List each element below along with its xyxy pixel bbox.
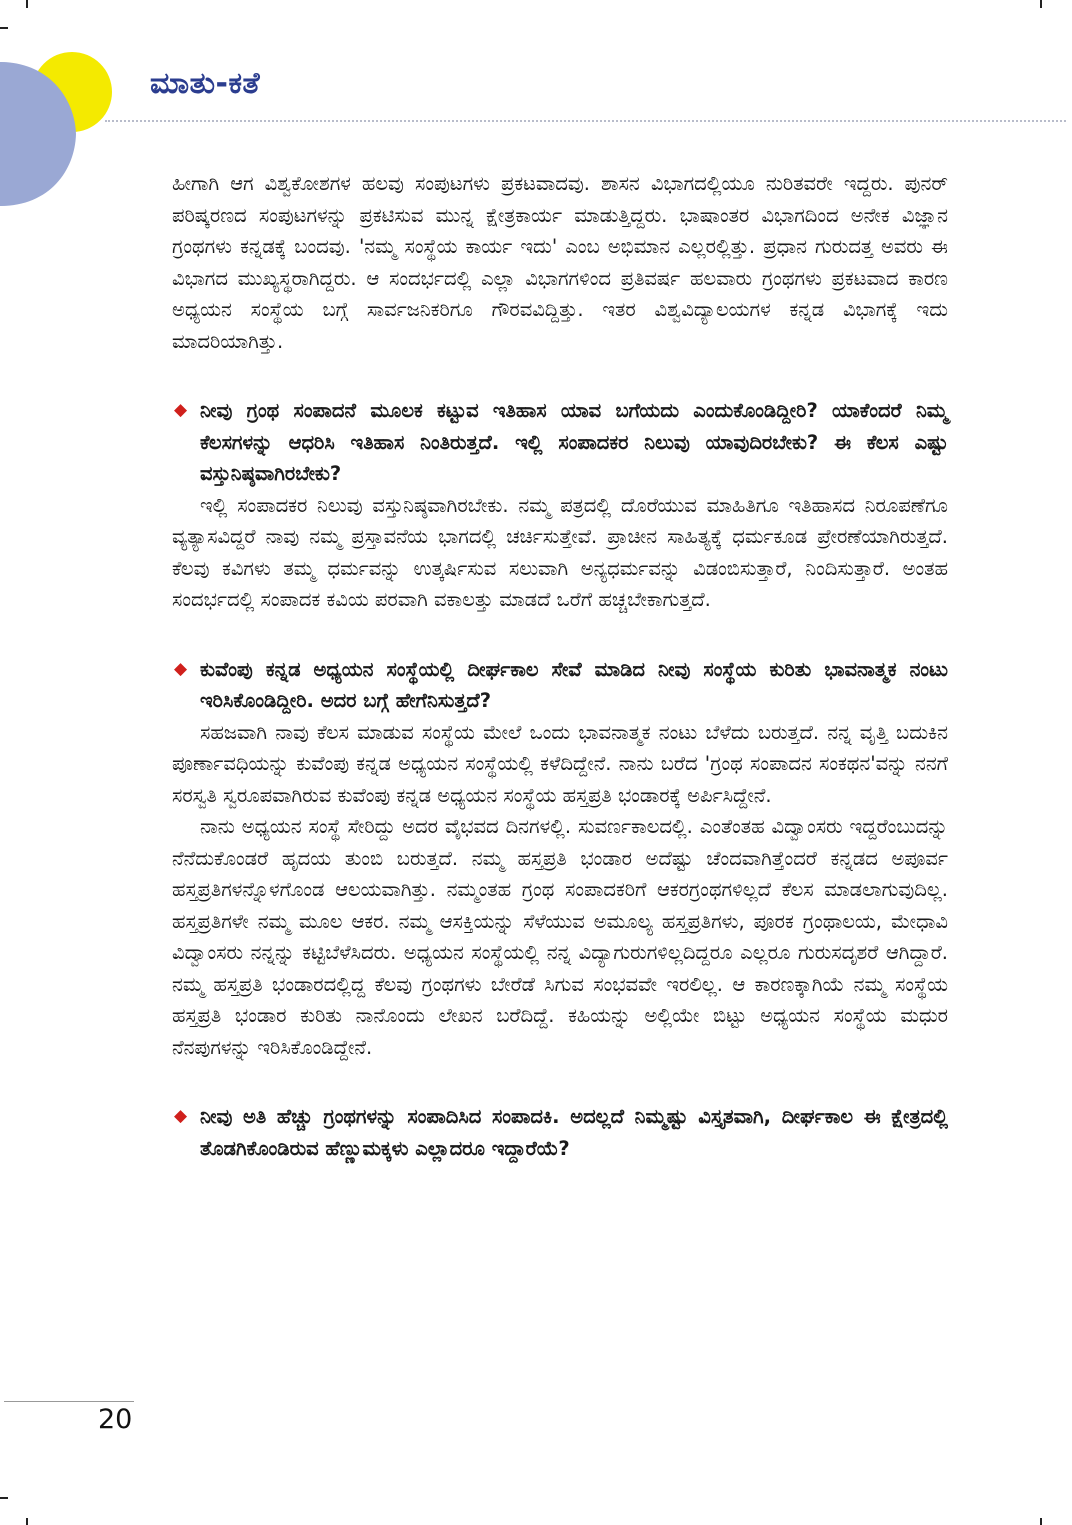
answer-2-paragraph-1: ಸಹಜವಾಗಿ ನಾವು ಕೆಲಸ ಮಾಡುವ ಸಂಸ್ಥೆಯ ಮೇಲೆ ಒಂದು ಭಾವನಾತ್ಮಕ ನಂಟು ಬೆಳೆದು ಬರುತ್ತದೆ. ನನ್ನ ವೃತ್ತಿ ಬದುಕಿನ ಪೂರ್ಣಾವಧಿಯನ್ನು ಕುವೆಂಪು ಕನ್ನಡ ಅಧ್ಯಯನ ಸಂಸ್ಥೆಯಲ್ಲಿ ಕಳೆದಿದ್ದೇನೆ. ನಾನು ಬರೆದ 'ಗ್ರಂಥ ಸಂಪಾದನ ಸಂಕಥನ'ವನ್ನು ನನಗೆ ಸರಸ್ವತಿ ಸ್ವರೂಪವಾಗಿರುವ ಕುವೆಂಪು ಕನ್ನಡ ಅಧ್ಯಯನ ಸಂಸ್ಥೆಯ ಹಸ್ತಪ್ರತಿ ಭಂಡಾರಕ್ಕೆ ಅರ್ಪಿಸಿದ್ದೇನೆ.	[172, 720, 948, 807]
answer-1	[172, 490, 948, 616]
question-1	[172, 395, 948, 490]
section-title: ಮಾತು-ಕತೆ	[150, 66, 261, 101]
crop-mark-bottom-right	[1040, 1518, 1042, 1525]
qa-block-3	[172, 1101, 948, 1164]
qa-block-2	[172, 654, 948, 1064]
intro-block	[172, 168, 948, 357]
question-1-text: ನೀವು ಗ್ರಂಥ ಸಂಪಾದನೆ ಮೂಲಕ ಕಟ್ಟುವ ಇತಿಹಾಸ ಯಾವ ಬಗೆಯದು ಎಂದುಕೊಂಡಿದ್ದೀರಿ? ಯಾಕೆಂದರೆ ನಿಮ್ಮ ಕೆಲಸಗಳನ್ನು ಆಧರಿಸಿ ಇತಿಹಾಸ ನಿಂತಿರುತ್ತದೆ. ಇಲ್ಲಿ ಸಂಪಾದಕರ ನಿಲುವು ಯಾವುದಿರಬೇಕು? ಈ ಕೆಲಸ ಎಷ್ಟು ವಸ್ತುನಿಷ್ಠವಾಗಿರಬೇಕು?	[200, 399, 948, 485]
question-2-text: ಕುವೆಂಪು ಕನ್ನಡ ಅಧ್ಯಯನ ಸಂಸ್ಥೆಯಲ್ಲಿ ದೀರ್ಘಕಾಲ ಸೇವೆ ಮಾಡಿದ ನೀವು ಸಂಸ್ಥೆಯ ಕುರಿತು ಭಾವನಾತ್ಮಕ ನಂಟು ಇರಿಸಿಕೊಂಡಿದ್ದೀರಿ. ಅದರ ಬಗ್ಗೆ ಹೇಗೆನಿಸುತ್ತದೆ?	[200, 657, 948, 712]
red-diamond-bullet-icon: ◆	[174, 658, 188, 679]
page-number-rule	[4, 1401, 134, 1402]
crop-mark-top-right	[1040, 0, 1042, 8]
crop-mark-left-lower	[0, 1497, 8, 1499]
article-body	[172, 168, 948, 1202]
title-dotted-rule	[105, 120, 1066, 122]
question-2	[172, 654, 948, 717]
header-decoration-circles	[0, 0, 160, 220]
qa-block-1	[172, 395, 948, 616]
crop-mark-bottom-left	[26, 1518, 28, 1525]
intro-paragraph: ಹೀಗಾಗಿ ಆಗ ವಿಶ್ವಕೋಶಗಳ ಹಲವು ಸಂಪುಟಗಳು ಪ್ರಕಟವಾದವು. ಶಾಸನ ವಿಭಾಗದಲ್ಲಿಯೂ ನುರಿತವರೇ ಇದ್ದರು. ಪುನರ್ ಪರಿಷ್ಕರಣದ ಸಂಪುಟಗಳನ್ನು ಪ್ರಕಟಿಸುವ ಮುನ್ನ ಕ್ಷೇತ್ರಕಾರ್ಯ ಮಾಡುತ್ತಿದ್ದರು. ಭಾಷಾಂತರ ವಿಭಾಗದಿಂದ ಅನೇಕ ವಿಜ್ಞಾನ ಗ್ರಂಥಗಳು ಕನ್ನಡಕ್ಕೆ ಬಂದವು. 'ನಮ್ಮ ಸಂಸ್ಥೆಯ ಕಾರ್ಯ ಇದು' ಎಂಬ ಅಭಿಮಾನ ಎಲ್ಲರಲ್ಲಿತ್ತು. ಪ್ರಧಾನ ಗುರುದತ್ತ ಅವರು ಈ ವಿಭಾಗದ ಮುಖ್ಯಸ್ಥರಾಗಿದ್ದರು. ಆ ಸಂದರ್ಭದಲ್ಲಿ ಎಲ್ಲಾ ವಿಭಾಗಗಳಿಂದ ಪ್ರತಿವರ್ಷ ಹಲವಾರು ಗ್ರಂಥಗಳು ಪ್ರಕಟವಾದ ಕಾರಣ ಅಧ್ಯಯನ ಸಂಸ್ಥೆಯ ಬಗ್ಗೆ ಸಾರ್ವಜನಿಕರಿಗೂ ಗೌರವವಿದ್ದಿತ್ತು. ಇತರ ವಿಶ್ವವಿದ್ಯಾಲಯಗಳ ಕನ್ನಡ ವಿಭಾಗಕ್ಕೆ ಇದು ಮಾದರಿಯಾಗಿತ್ತು.	[172, 172, 948, 353]
question-3	[172, 1101, 948, 1164]
answer-2	[172, 717, 948, 1064]
red-diamond-bullet-icon: ◆	[174, 400, 188, 420]
question-3-text: ನೀವು ಅತಿ ಹೆಚ್ಚು ಗ್ರಂಥಗಳನ್ನು ಸಂಪಾದಿಸಿದ ಸಂಪಾದಕಿ. ಅದಲ್ಲದೆ ನಿಮ್ಮಷ್ಟು ವಿಸ್ತೃತವಾಗಿ, ದೀರ್ಘಕಾಲ ಈ ಕ್ಷೇತ್ರದಲ್ಲಿ ತೊಡಗಿಕೊಂಡಿರುವ ಹೆಣ್ಣುಮಕ್ಕಳು ಎಲ್ಲಾದರೂ ಇದ್ದಾರೆಯೆ?	[200, 1105, 948, 1160]
answer-1-paragraph: ಇಲ್ಲಿ ಸಂಪಾದಕರ ನಿಲುವು ವಸ್ತುನಿಷ್ಠವಾಗಿರಬೇಕು. ನಮ್ಮ ಪತ್ರದಲ್ಲಿ ದೊರೆಯುವ ಮಾಹಿತಿಗೂ ಇತಿಹಾಸದ ನಿರೂಪಣೆಗೂ ವ್ಯತ್ಯಾಸವಿದ್ದರೆ ನಾವು ನಮ್ಮ ಪ್ರಸ್ತಾವನೆಯ ಭಾಗದಲ್ಲಿ ಚರ್ಚಿಸುತ್ತೇವೆ. ಪ್ರಾಚೀನ ಸಾಹಿತ್ಯಕ್ಕೆ ಧರ್ಮಕೂಡ ಪ್ರೇರಣೆಯಾಗಿರುತ್ತದೆ. ಕೆಲವು ಕವಿಗಳು ತಮ್ಮ ಧರ್ಮವನ್ನು ಉತ್ಕರ್ಷಿಸುವ ಸಲುವಾಗಿ ಅನ್ಯಧರ್ಮವನ್ನು ವಿಡಂಬಿಸುತ್ತಾರೆ, ನಿಂದಿಸುತ್ತಾರೆ. ಅಂತಹ ಸಂದರ್ಭದಲ್ಲಿ ಸಂಪಾದಕ ಕವಿಯ ಪರವಾಗಿ ವಕಾಲತ್ತು ಮಾಡದೆ ಒರೆಗೆ ಹಚ್ಚಬೇಕಾಗುತ್ತದೆ.	[172, 493, 948, 611]
red-diamond-bullet-icon: ◆	[174, 1106, 188, 1126]
page-number: 20	[98, 1404, 133, 1435]
answer-2-paragraph-2: ನಾನು ಅಧ್ಯಯನ ಸಂಸ್ಥೆ ಸೇರಿದ್ದು ಅದರ ವೈಭವದ ದಿನಗಳಲ್ಲಿ. ಸುವರ್ಣಕಾಲದಲ್ಲಿ. ಎಂತೆಂತಹ ವಿದ್ವಾಂಸರು ಇದ್ದರೆಂಬುದನ್ನು ನೆನೆದುಕೊಂಡರೆ ಹೃದಯ ತುಂಬಿ ಬರುತ್ತದೆ. ನಮ್ಮ ಹಸ್ತಪ್ರತಿ ಭಂಡಾರ ಅದೆಷ್ಟು ಚೆಂದವಾಗಿತ್ತೆಂದರೆ ಕನ್ನಡದ ಅಪೂರ್ವ ಹಸ್ತಪ್ರತಿಗಳನ್ನೊಳಗೊಂಡ ಆಲಯವಾಗಿತ್ತು. ನಮ್ಮಂತಹ ಗ್ರಂಥ ಸಂಪಾದಕರಿಗೆ ಆಕರಗ್ರಂಥಗಳಿಲ್ಲದೆ ಕೆಲಸ ಮಾಡಲಾಗುವುದಿಲ್ಲ. ಹಸ್ತಪ್ರತಿಗಳೇ ನಮ್ಮ ಮೂಲ ಆಕರ. ನಮ್ಮ ಆಸಕ್ತಿಯನ್ನು ಸೆಳೆಯುವ ಅಮೂಲ್ಯ ಹಸ್ತಪ್ರತಿಗಳು, ಪೂರಕ ಗ್ರಂಥಾಲಯ, ಮೇಧಾವಿ ವಿದ್ವಾಂಸರು ನನ್ನನ್ನು ಕಟ್ಟಿಬೆಳೆಸಿದರು. ಅಧ್ಯಯನ ಸಂಸ್ಥೆಯಲ್ಲಿ ನನ್ನ ವಿದ್ಯಾಗುರುಗಳಿಲ್ಲದಿದ್ದರೂ ಎಲ್ಲರೂ ಗುರುಸದೃಶರೆ ಆಗಿದ್ದಾರೆ. ನಮ್ಮ ಹಸ್ತಪ್ರತಿ ಭಂಡಾರದಲ್ಲಿದ್ದ ಕೆಲವು ಗ್ರಂಥಗಳು ಬೇರೆಡೆ ಸಿಗುವ ಸಂಭವವೇ ಇರಲಿಲ್ಲ. ಆ ಕಾರಣಕ್ಕಾಗಿಯೆ ನಮ್ಮ ಸಂಸ್ಥೆಯ ಹಸ್ತಪ್ರತಿ ಭಂಡಾರ ಕುರಿತು ನಾನೊಂದು ಲೇಖನ ಬರೆದಿದ್ದೆ. ಕಹಿಯನ್ನು ಅಲ್ಲಿಯೇ ಬಿಟ್ಟು ಅಧ್ಯಯನ ಸಂಸ್ಥೆಯ ಮಧುರ ನೆನಪುಗಳನ್ನು ಇರಿಸಿಕೊಂಡಿದ್ದೇನೆ.	[172, 815, 948, 1059]
